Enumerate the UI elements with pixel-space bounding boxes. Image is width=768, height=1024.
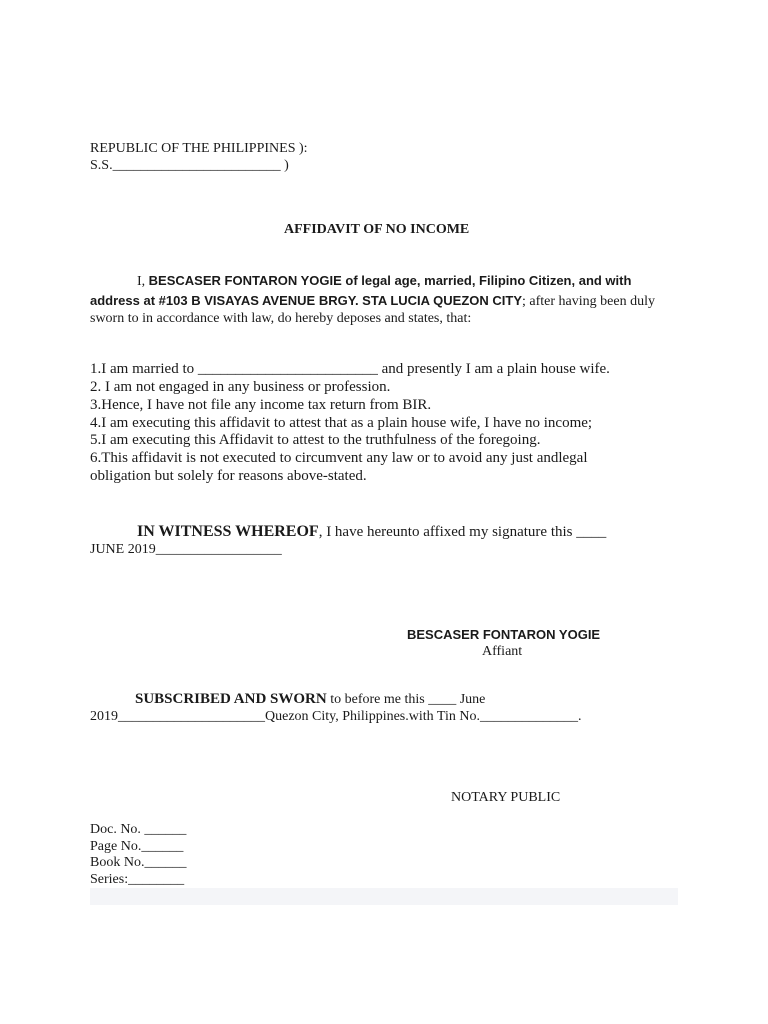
witness-rest: , I have hereunto affixed my signature this ____ [318,524,607,540]
book-no-field: Book No.______ [90,855,187,870]
intro-after-name: of legal age, married, Filipino Citizen, and with [341,273,632,288]
footer-shading [90,888,678,905]
list-item [90,432,540,450]
intro-lead: I, [137,274,149,289]
item-number: 1 [90,361,98,377]
list-item [90,379,390,397]
address-suffix: ; after having been duly [522,294,655,309]
list-item [90,415,592,433]
witness-line-1 [137,523,606,541]
item-text: .This affidavit is not executed to circumvent any law or to avoid any just andlegal [97,450,588,466]
address-prefix: address at [90,293,159,308]
ss-line: S.S.________________________ ) [90,158,289,173]
list-item [90,450,588,468]
item-number: 6 [90,450,98,466]
intro-line-3: sworn to in accordance with law, do hereby deposes and states, that: [90,311,472,326]
item-number: 4 [90,415,98,431]
subscribed-bold: SUBSCRIBED AND SWORN [135,691,327,707]
page-no-field: Page No.______ [90,839,184,854]
series-field: Series:________ [90,872,185,887]
document-title: AFFIDAVIT OF NO INCOME [284,222,470,237]
republic-line: REPUBLIC OF THE PHILIPPINES ): [90,141,308,156]
witness-line-2: JUNE 2019__________________ [90,542,282,557]
item-number: 5 [90,432,98,448]
affiant-name-intro: BESCASER FONTARON YOGIE [148,273,342,288]
intro-line-1 [137,273,631,290]
item-number: 3 [90,397,98,413]
notary-public-label: NOTARY PUBLIC [451,790,561,805]
subscribed-line-2: 2019_____________________Quezon City, Philippines.with Tin No.______________. [90,709,582,724]
doc-no-field: Doc. No. ______ [90,822,187,837]
list-item [90,397,431,415]
list-item [90,468,367,486]
witness-bold: IN WITNESS WHEREOF [137,523,319,540]
intro-line-2 [90,293,655,310]
item-text: .I am executing this Affidavit to attest to the truthfulness of the foregoing. [97,432,541,448]
subscribed-rest: to before me this ____ June [326,692,486,707]
item-text: .Hence, I have not file any income tax return from BIR. [97,397,432,413]
affiant-name: BESCASER FONTARON YOGIE [407,627,601,642]
item-number: 2 [90,379,98,395]
item-text: obligation but solely for reasons above-stated. [90,468,367,484]
subscribed-line-1 [135,691,485,708]
item-text: .I am married to ________________________ and presently I am a plain house wife. [97,361,610,377]
address-value: #103 B VISAYAS AVENUE BRGY. STA LUCIA QUEZON CITY [158,293,523,308]
affiant-label: Affiant [482,644,523,659]
item-text: .I am executing this affidavit to attest that as a plain house wife, I have no income; [97,415,593,431]
list-item [90,361,610,379]
item-text: . I am not engaged in any business or profession. [97,379,391,395]
